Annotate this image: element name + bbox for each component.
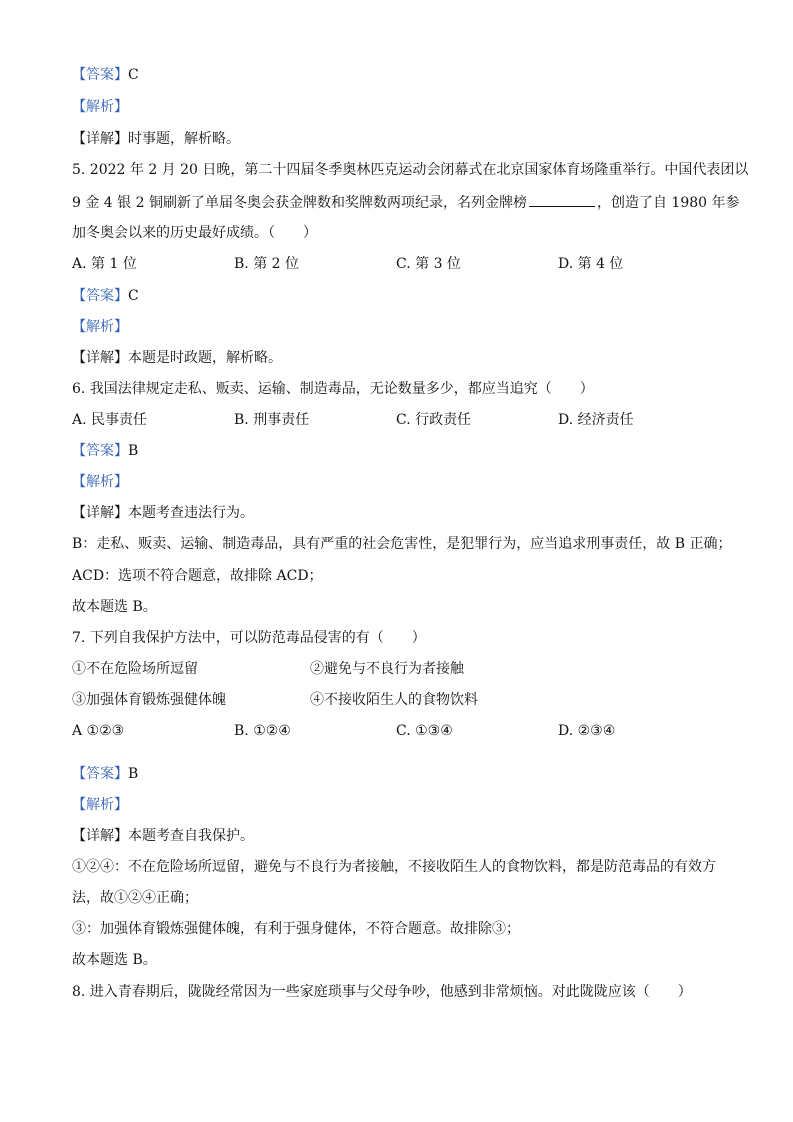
q5-stem-line2: 9 金 4 银 2 铜刷新了单届冬奥会获金牌数和奖牌数两项纪录，名列金牌榜 ，创造了自 1980 年参 bbox=[72, 192, 740, 213]
q7-option-c: C. ①③④ bbox=[396, 723, 453, 739]
q6-explanation-2: ACD：选项不符合题意，故排除 ACD； bbox=[72, 568, 323, 584]
q7-explanation-1: ①②④：不在危险场所逗留，避免与不良行为者接触，不接收陌生人的食物饮料，都是防范毒品的有效方 bbox=[72, 859, 716, 875]
q6-option-a: A. 民事责任 bbox=[72, 412, 148, 428]
q8-stem: 8. 进入青春期后，陇陇经常因为一些家庭琐事与父母争吵，他感到非常烦恼。对此陇陇应该（ ） bbox=[72, 984, 692, 1000]
q7-option-d: D. ②③④ bbox=[558, 723, 616, 739]
q5-analysis-label: 【解析】 bbox=[72, 319, 128, 335]
q7-item-1: ①不在危险场所逗留 bbox=[72, 661, 198, 677]
q7-explanation-2: 法，故①②④正确； bbox=[72, 890, 198, 906]
q7-analysis-label: 【解析】 bbox=[72, 797, 128, 813]
q5-answer: 【答案】C bbox=[72, 288, 139, 304]
q7-stem: 7. 下列自我保护方法中，可以防范毒品侵害的有（ ） bbox=[72, 630, 426, 646]
q6-stem: 6. 我国法律规定走私、贩卖、运输、制造毒品，无论数量多少，都应当追究（ ） bbox=[72, 381, 594, 397]
q7-item-4: ④不接收陌生人的食物饮料 bbox=[310, 692, 478, 708]
q7-item-3: ③加强体育锻炼强健体魄 bbox=[72, 692, 226, 708]
q6-detail: 【详解】本题考查违法行为。 bbox=[72, 505, 254, 521]
q6-option-d: D. 经济责任 bbox=[558, 412, 634, 428]
q7-conclusion: 故本题选 B。 bbox=[72, 952, 157, 968]
q5-option-d: D. 第 4 位 bbox=[558, 256, 624, 272]
q6-option-b: B. 刑事责任 bbox=[234, 412, 310, 428]
q6-explanation-1: B：走私、贩卖、运输、制造毒品，具有严重的社会危害性，是犯罪行为，应当追求刑事责任，故 B 正确； bbox=[72, 536, 732, 552]
q6-conclusion: 故本题选 B。 bbox=[72, 599, 157, 615]
q4-analysis-label: 【解析】 bbox=[72, 99, 128, 115]
q6-analysis-label: 【解析】 bbox=[72, 474, 128, 490]
q4-answer: 【答案】C bbox=[72, 67, 139, 83]
q5-stem-line3: 加冬奥会以来的历史最好成绩。（ ） bbox=[72, 225, 317, 241]
q5-detail: 【详解】本题是时政题，解析略。 bbox=[72, 350, 282, 366]
q4-detail: 【详解】时事题，解析略。 bbox=[72, 131, 240, 147]
q5-option-a: A. 第 1 位 bbox=[72, 256, 137, 272]
q7-item-2: ②避免与不良行为者接触 bbox=[310, 661, 464, 677]
q7-answer: 【答案】B bbox=[72, 766, 139, 782]
q7-option-a: A ①②③ bbox=[72, 723, 125, 739]
q5-stem-line1: 5. 2022 年 2 月 20 日晚，第二十四届冬季奥林匹克运动会闭幕式在北京国家体育场隆重举行。中国代表团以 bbox=[72, 162, 749, 178]
q7-detail: 【详解】本题考查自我保护。 bbox=[72, 828, 254, 844]
q5-option-b: B. 第 2 位 bbox=[234, 256, 299, 272]
q6-answer: 【答案】B bbox=[72, 443, 139, 459]
q6-option-c: C. 行政责任 bbox=[396, 412, 472, 428]
q5-blank bbox=[529, 192, 595, 207]
q5-option-c: C. 第 3 位 bbox=[396, 256, 461, 272]
q7-explanation-3: ③：加强体育锻炼强健体魄，有利于强身健体，不符合题意。故排除③； bbox=[72, 921, 520, 937]
q7-option-b: B. ①②④ bbox=[234, 723, 291, 739]
